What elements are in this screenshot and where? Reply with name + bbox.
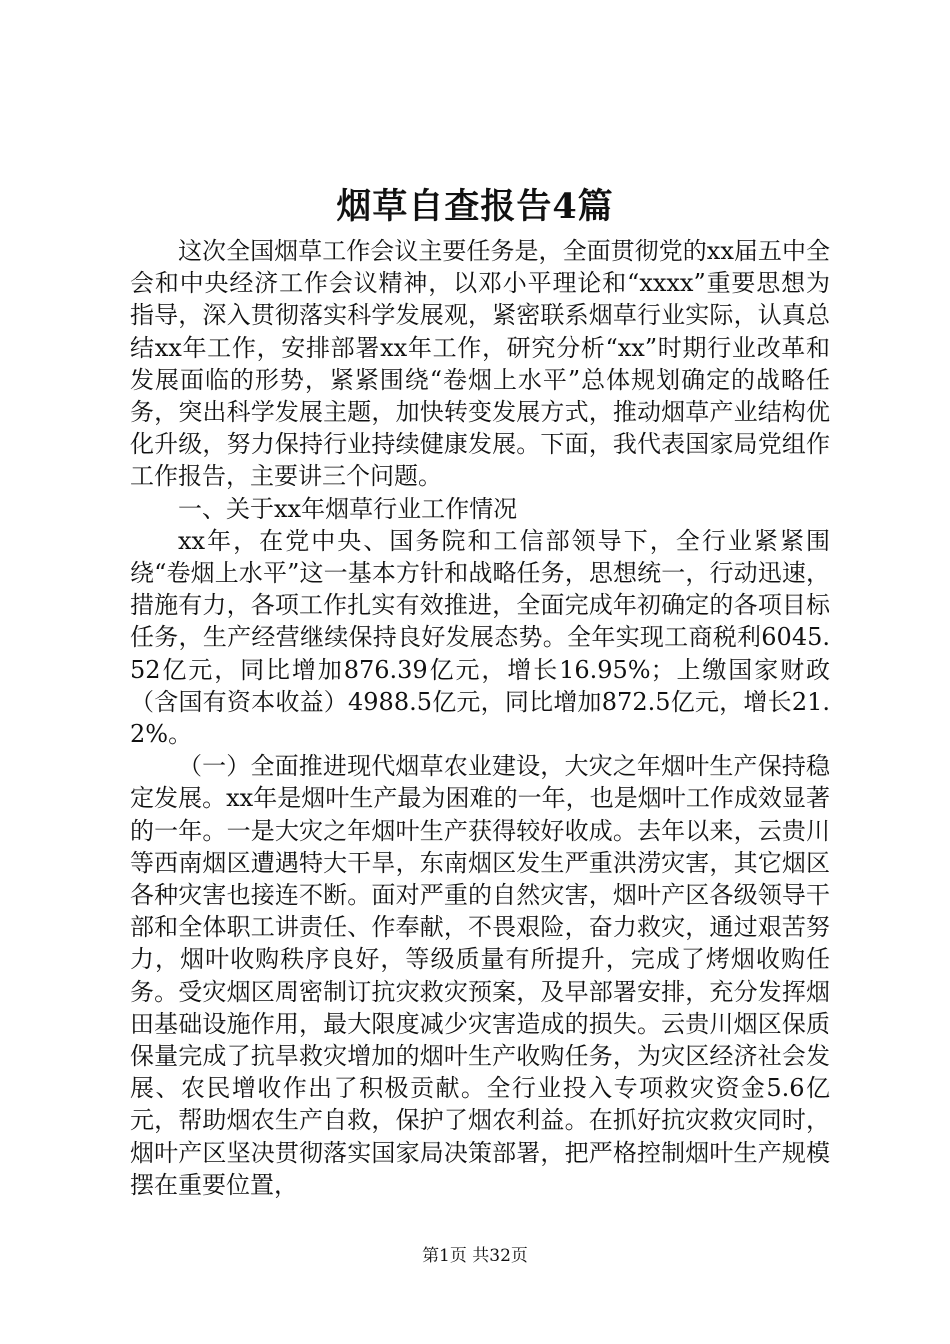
intro-paragraph: 这次全国烟草工作会议主要任务是，全面贯彻党的xx届五中全会和中央经济工作会议精神，以邓小平理论和“xxxx”重要思想为指导，深入贯彻落实科学发展观，紧密联系烟草行业实际，认真总结xx年工作，安排部署xx年工作，研究分析“xx”时期行业改革和发展面临的形势，紧紧围绕“卷烟上水平”总体规划确定的战略任务，突出科学发展主题，加快转变发展方式，推动烟草产业结构优化升级，努力保持行业持续健康发展。下面，我代表国家局党组作工作报告，主要讲三个问题。 bbox=[130, 237, 830, 491]
document-body bbox=[130, 235, 830, 1201]
summary-paragraph: xx年，在党中央、国务院和工信部领导下，全行业紧紧围绕“卷烟上水平”这一基本方针和战略任务，思想统一，行动迅速，措施有力，各项工作扎实有效推进，全面完成年初确定的各项目标任务，生产经营继续保持良好发展态势。全年实现工商税利6045.52亿元，同比增加876.39亿元，增长16.95%；上缴国家财政（含国有资本收益）4988.5亿元，同比增加872.5亿元，增长21.2%。 bbox=[130, 526, 830, 749]
page-number-footer: 第1页 共32页 bbox=[422, 1246, 528, 1266]
document-title: 烟草自查报告4篇 bbox=[336, 186, 614, 227]
agriculture-paragraph: （一）全面推进现代烟草农业建设，大灾之年烟叶生产保持稳定发展。xx年是烟叶生产最为困难的一年，也是烟叶工作成效显著的一年。一是大灾之年烟叶生产获得较好收成。去年以来，云贵川等西南烟区遭遇特大干旱，东南烟区发生严重洪涝灾害，其它烟区各种灾害也接连不断。面对严重的自然灾害，烟叶产区各级领导干部和全体职工讲责任、作奉献，不畏艰险，奋力救灾，通过艰苦努力，烟叶收购秩序良好，等级质量有所提升，完成了烤烟收购任务。受灾烟区周密制订抗灾救灾预案，及早部署安排，充分发挥烟田基础设施作用，最大限度减少灾害造成的损失。云贵川烟区保质保量完成了抗旱救灾增加的烟叶生产收购任务，为灾区经济社会发展、农民增收作出了积极贡献。全行业投入专项救灾资金5.6亿元，帮助烟农生产自救，保护了烟农利益。在抓好抗灾救灾同时，烟叶产区坚决贯彻落实国家局决策部署，把严格控制烟叶生产规模摆在重要位置， bbox=[130, 752, 830, 1199]
section-heading: 一、关于xx年烟草行业工作情况 bbox=[178, 494, 518, 523]
